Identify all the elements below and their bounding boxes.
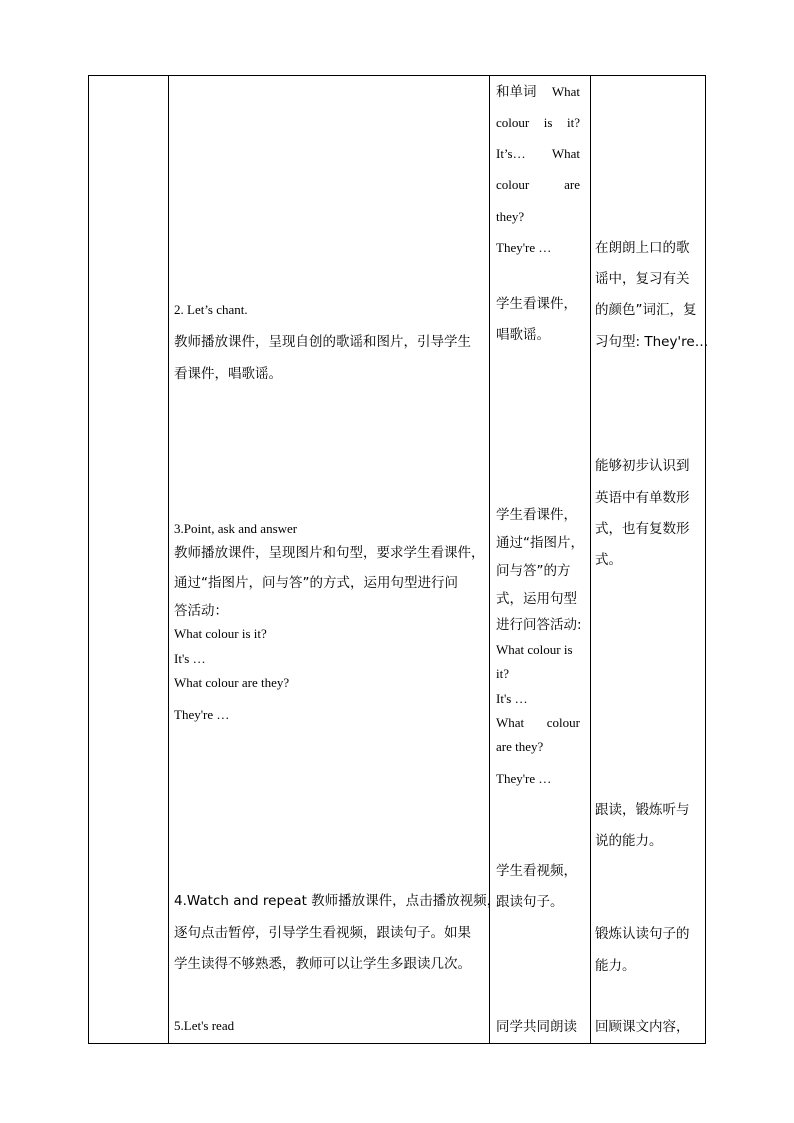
point-answer2: They're … [496,771,552,786]
step5-title: 5.Let's read [174,1018,235,1033]
word-text: What [551,84,580,99]
step4-desc-line3: 学生读得不够熟悉，教师可以让学生多跟读几次。 [174,956,471,972]
point-activity-line3: 问与答”的方 [496,563,571,579]
word-text: It’s… [496,146,526,161]
point-intent-line2: 英语中有单数形 [595,490,690,506]
student-line [496,146,580,162]
point-intent-line4: 式。 [595,552,622,568]
step3-question2: What colour are they? [174,675,290,690]
word-text: are [564,177,580,192]
word-text: What [496,715,525,730]
word-text: 和单词 [496,84,537,100]
column-divider-1 [168,76,169,1043]
step2-title: 2. Let’s chant. [174,302,248,317]
word-text: colour [546,715,580,730]
point-question1-line1: What colour is [496,642,573,657]
column-divider-3 [590,76,591,1043]
point-activity-line2: 通过“指图片， [496,535,584,551]
student-line [496,84,580,100]
step2-desc-line1: 教师播放课件，呈现自创的歌谣和图片，引导学生 [174,334,471,350]
word-text: colour [496,115,530,130]
student-line: They're … [496,240,552,255]
chant-intent-line1: 在朗朗上口的歌 [595,240,690,256]
word-text: is [543,115,553,130]
chant-activity-line2: 唱歌谣。 [496,327,550,343]
read-activity: 同学共同朗读 [496,1019,577,1035]
listen-intent-line2: 说的能力。 [595,833,663,849]
student-line [496,115,580,131]
chant-intent-line4: 习句型: They're… [595,334,709,350]
step3-desc-line2: 通过“指图片，问与答”的方式，运用句型进行问 [174,575,458,591]
watch-intent-line2: 能力。 [595,958,636,974]
word-text: What [551,146,580,161]
student-line: they? [496,209,525,224]
step3-desc-line1: 教师播放课件，呈现图片和句型，要求学生看课件， [174,545,485,561]
step4-desc-line1: 4.Watch and repeat 教师播放课件，点击播放视频， [174,893,501,909]
watch-activity-line2: 跟读句子。 [496,894,564,910]
chant-intent-line3: 的颜色”词汇，复 [595,302,697,318]
step3-answer1: It's … [174,651,206,666]
point-answer1: It's … [496,691,528,706]
student-line [496,177,580,193]
point-activity-line1: 学生看课件， [496,507,577,523]
step2-desc-line2: 看课件，唱歌谣。 [174,366,282,382]
watch-activity-line1: 学生看视频， [496,863,577,879]
point-intent-line3: 式，也有复数形 [595,521,690,537]
step3-answer2: They're … [174,707,230,722]
chant-intent-line2: 谣中，复习有关 [595,271,690,287]
read-intent: 回顾课文内容， [595,1019,690,1035]
point-activity-line4: 式，运用句型 [496,591,577,607]
step3-question1: What colour is it? [174,626,267,641]
chant-activity-line1: 学生看课件， [496,296,577,312]
point-question2-line1 [496,715,580,731]
step3-title: 3.Point, ask and answer [174,521,298,536]
word-text: colour [496,177,530,192]
step3-desc-line3: 答活动： [174,603,228,619]
step4-desc-line2: 逐句点击暂停，引导学生看视频，跟读句子。如果 [174,925,471,941]
point-question2-line2: are they? [496,739,544,754]
listen-intent-line1: 跟读，锻炼听与 [595,802,690,818]
point-activity-line5: 进行问答活动: [496,617,582,633]
watch-intent-line1: 锻炼认读句子的 [595,926,690,942]
word-text: it? [566,115,580,130]
point-intent-line1: 能够初步认识到 [595,458,690,474]
point-question1-line2: it? [496,666,509,681]
